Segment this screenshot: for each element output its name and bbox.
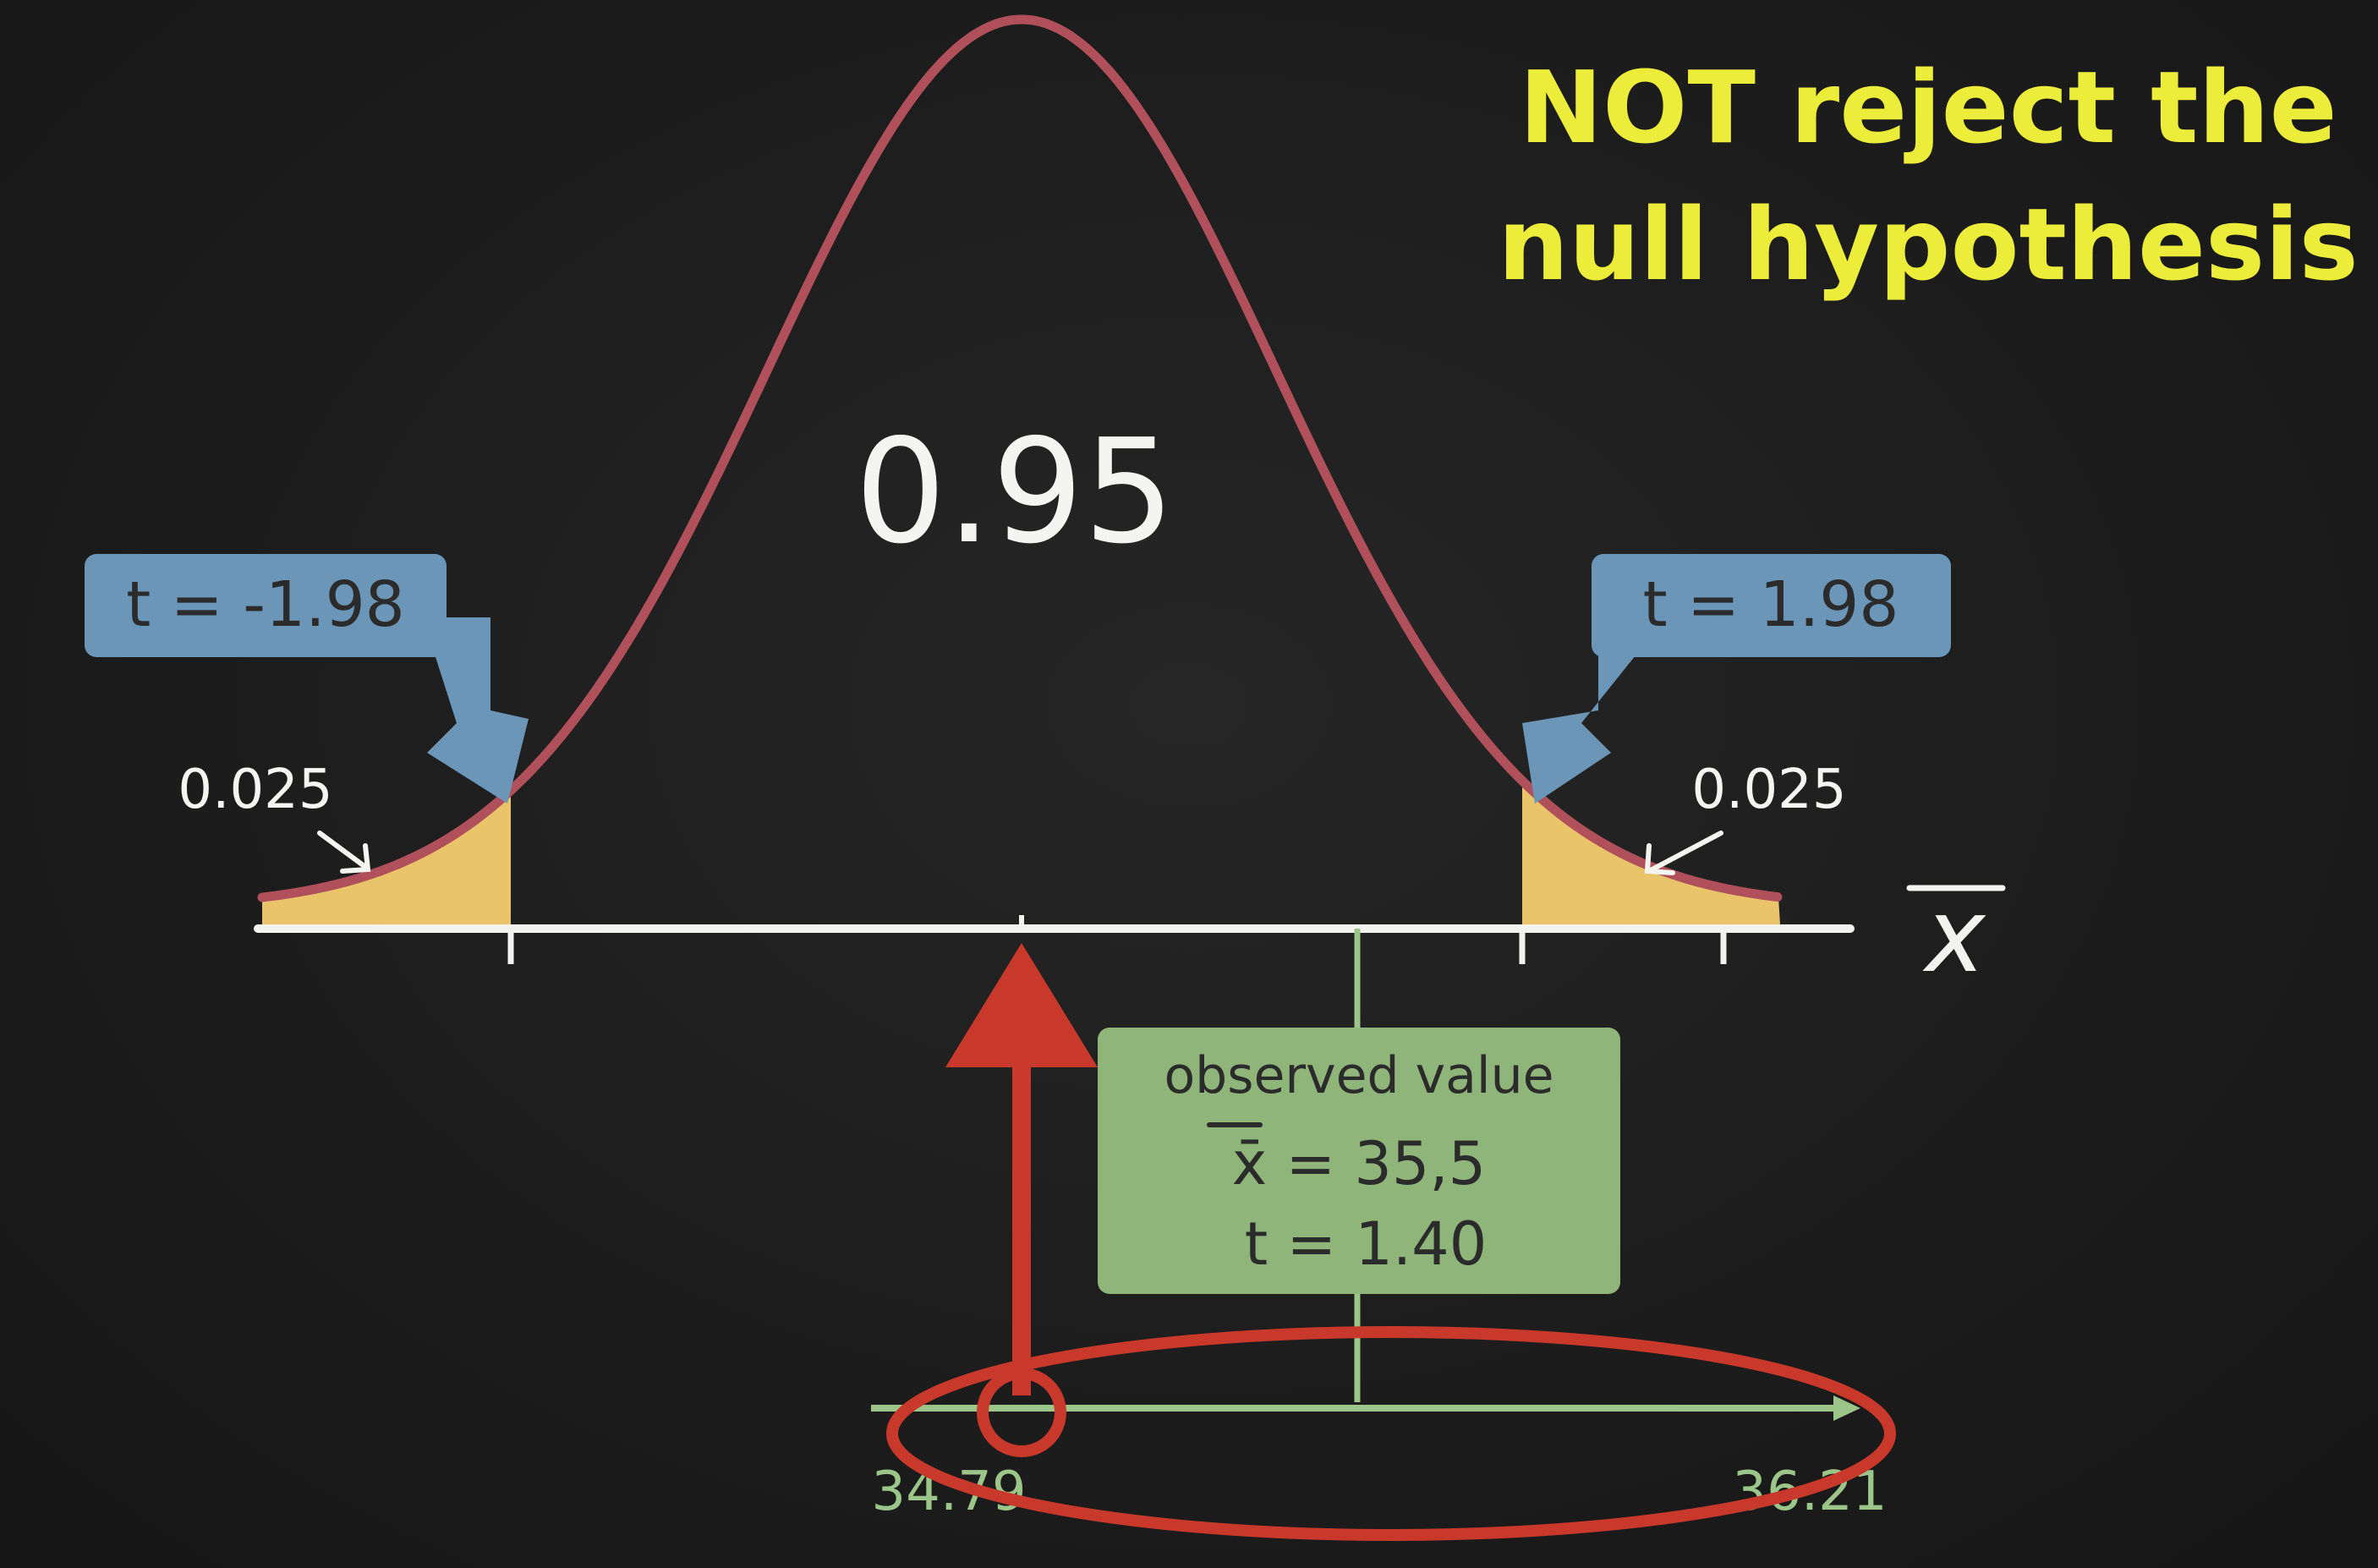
- left-t-label: t = -1.98: [126, 568, 405, 641]
- observed-t-value: t = 1.40: [1244, 1209, 1488, 1279]
- right-t-label: t = 1.98: [1642, 568, 1899, 641]
- axis-symbol-text: x: [1925, 878, 1986, 995]
- headline-line-1: NOT reject the: [1519, 49, 2337, 166]
- center-probability-label: 0.95: [854, 408, 1175, 576]
- left-tail-pointer-icon: [320, 833, 368, 871]
- red-arrow-head-icon: [945, 943, 1098, 1067]
- left-tail-area-label: 0.025: [178, 759, 333, 821]
- x-bar-axis-label: [1910, 878, 2003, 995]
- interval-upper-label: 36.21: [1732, 1461, 1888, 1523]
- observed-value-title: observed value: [1164, 1046, 1554, 1105]
- interval-highlight-ellipse: [892, 1332, 1890, 1535]
- observed-xbar-value: x̄ = 35,5: [1231, 1129, 1487, 1198]
- right-tail-area-label: 0.025: [1691, 759, 1847, 821]
- right-tail-pointer-icon: [1647, 833, 1721, 873]
- headline-line-2: null hypothesis: [1498, 186, 2359, 303]
- interval-lower-label: 34.79: [871, 1461, 1027, 1523]
